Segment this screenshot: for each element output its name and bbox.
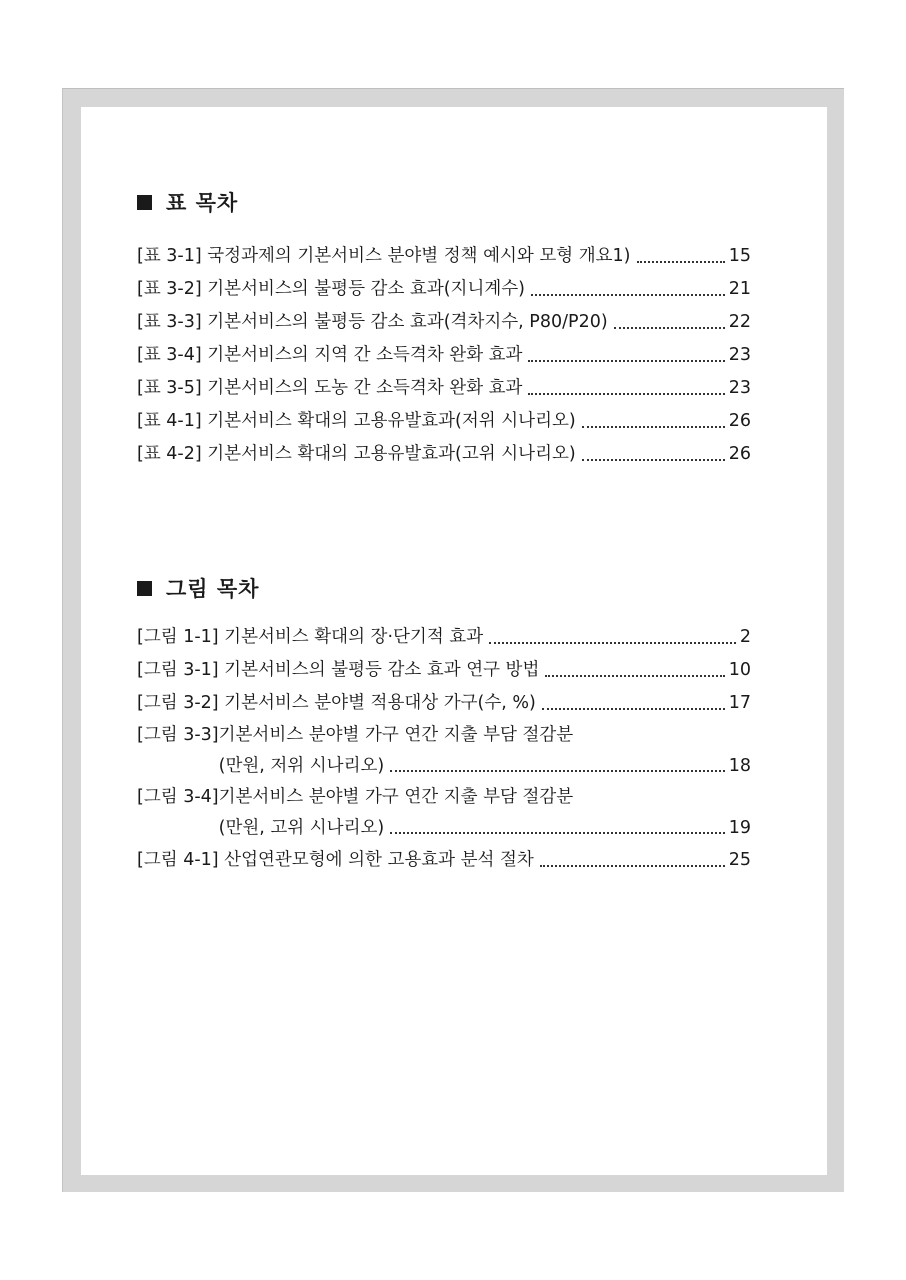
toc-entry-page: 10 [728,660,751,680]
toc-entry[interactable] [137,372,751,405]
toc-entry-label: [표 4-1] 기본서비스 확대의 고용유발효과(저위 시나리오) [137,411,576,431]
leader-dots [582,426,725,428]
leader-dots [390,832,725,834]
toc-entry[interactable] [137,687,751,720]
toc-entry-page: 17 [728,693,751,713]
leader-dots [542,708,725,710]
toc-entry-tag: [그림 3-4] [137,787,219,807]
toc-entry-multiline[interactable] [137,720,751,782]
leader-dots [637,261,725,263]
toc-entry-label-line1: 기본서비스 분야별 가구 연간 지출 부담 절감분 [218,725,574,745]
table-toc-heading-text: 표 목차 [166,191,239,215]
toc-entry-label: [그림 1-1] 기본서비스 확대의 장·단기적 효과 [137,627,484,647]
toc-entry-label: [그림 4-1] 산업연관모형에 의한 고용효과 분석 절차 [137,850,534,870]
leader-dots [531,294,725,296]
leader-dots [528,393,724,395]
toc-entry-label: [표 3-3] 기본서비스의 불평등 감소 효과(격차지수, P80/P20) [137,312,608,332]
toc-entry-label-line2: (만원, 저위 시나리오) [218,756,385,776]
toc-entry-page: 22 [728,312,751,332]
toc-entry-label: [그림 3-1] 기본서비스의 불평등 감소 효과 연구 방법 [137,660,540,680]
toc-entry[interactable] [137,273,751,306]
toc-entry-tag: [그림 3-3] [137,725,219,745]
toc-entry-label: [표 3-2] 기본서비스의 불평등 감소 효과(지니계수) [137,279,525,299]
toc-entry-label: [표 3-1] 국정과제의 기본서비스 분야별 정책 예시와 모형 개요1) [137,246,631,266]
toc-entry[interactable] [137,405,751,438]
toc-entry[interactable] [137,438,751,471]
toc-entry-page: 23 [728,378,751,398]
toc-entry[interactable] [137,306,751,339]
leader-dots [614,327,725,329]
toc-entry-page: 2 [739,627,751,647]
square-bullet-icon [137,195,152,210]
leader-dots [528,360,724,362]
toc-entry-label-line2: (만원, 고위 시나리오) [218,818,385,838]
figure-toc-heading-text: 그림 목차 [166,577,260,601]
toc-entry[interactable] [137,339,751,372]
toc-entry-page: 18 [728,756,751,776]
toc-entry-label: [표 3-4] 기본서비스의 지역 간 소득격차 완화 효과 [137,345,523,365]
figure-toc-list [137,621,751,877]
toc-entry-page: 15 [728,246,751,266]
toc-entry-page: 25 [728,850,751,870]
square-bullet-icon [137,581,152,596]
toc-entry-multiline[interactable] [137,782,751,844]
leader-dots [545,675,724,677]
toc-entry-page: 23 [728,345,751,365]
toc-entry[interactable] [137,844,751,877]
leader-dots [489,642,736,644]
leader-dots [540,865,725,867]
page-frame [62,88,844,1192]
figure-toc-heading [137,573,259,603]
toc-entry-page: 26 [728,444,751,464]
toc-entry-page: 26 [728,411,751,431]
toc-entry-label-line1: 기본서비스 분야별 가구 연간 지출 부담 절감분 [218,787,574,807]
toc-entry-label: [표 3-5] 기본서비스의 도농 간 소득격차 완화 효과 [137,378,523,398]
leader-dots [582,459,725,461]
toc-entry-page: 21 [728,279,751,299]
toc-entry[interactable] [137,240,751,273]
toc-entry[interactable] [137,621,751,654]
toc-entry[interactable] [137,654,751,687]
table-toc-heading [137,187,238,217]
toc-entry-label: [그림 3-2] 기본서비스 분야별 적용대상 가구(수, %) [137,693,536,713]
toc-entry-label: [표 4-2] 기본서비스 확대의 고용유발효과(고위 시나리오) [137,444,576,464]
content-panel [81,107,827,1175]
toc-entry-page: 19 [728,818,751,838]
leader-dots [390,770,725,772]
table-toc-list [137,240,751,471]
